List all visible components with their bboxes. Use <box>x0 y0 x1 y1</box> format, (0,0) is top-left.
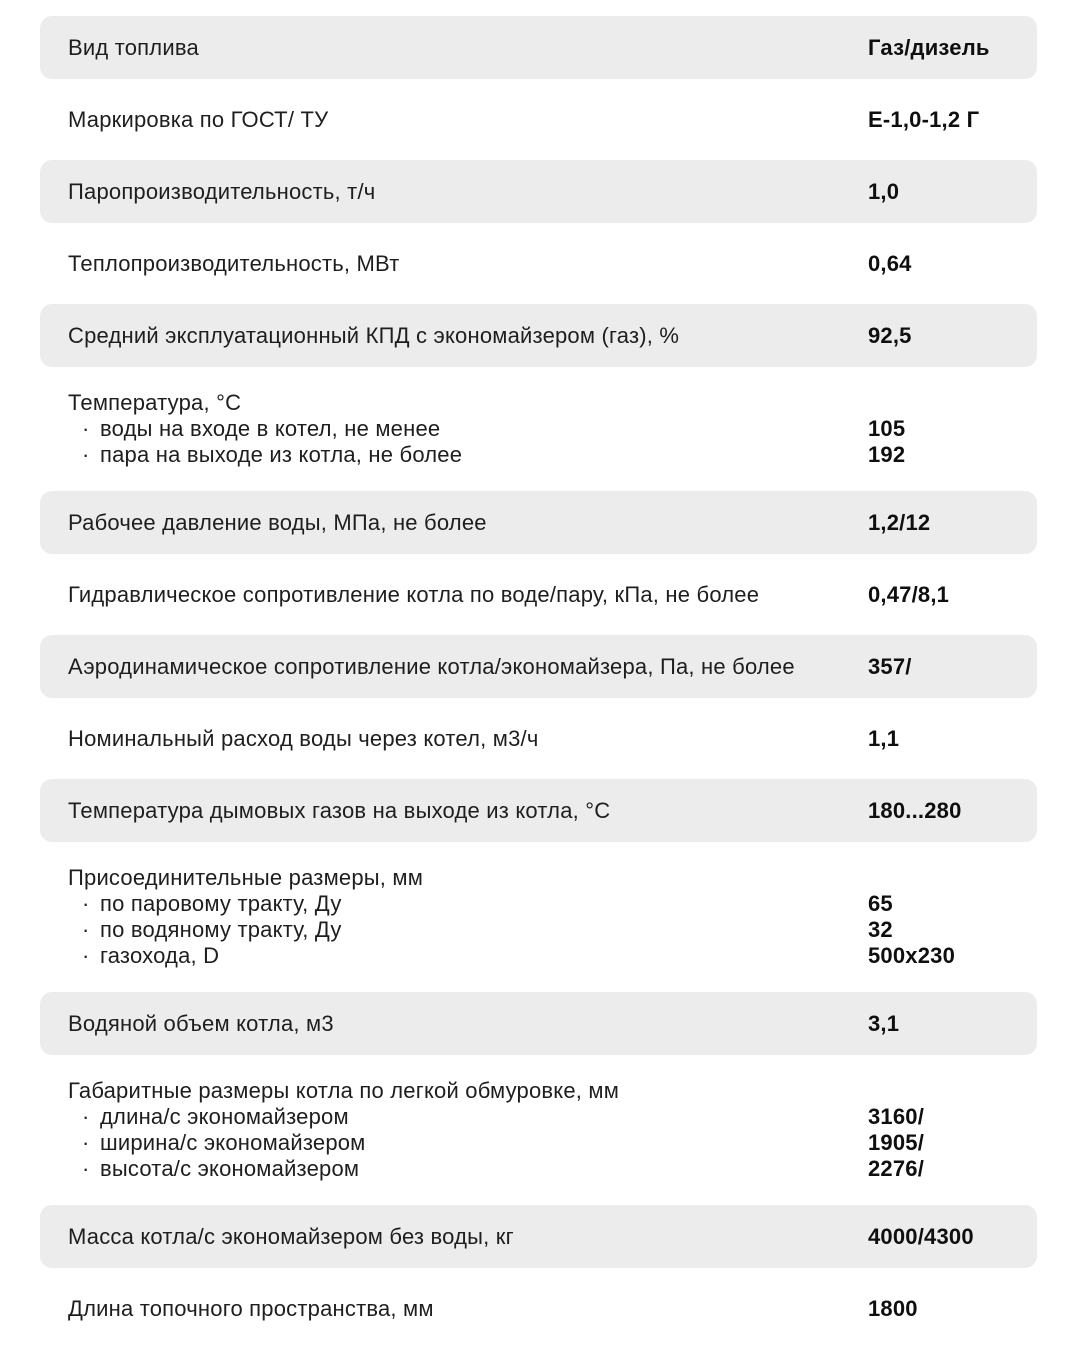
bullet-icon: · <box>82 1130 90 1155</box>
table-row <box>40 992 1037 1055</box>
table-row <box>40 707 1037 770</box>
table-row <box>40 1277 1037 1340</box>
row-value: 1800 <box>868 1295 918 1321</box>
row-value: 1,1 <box>868 725 900 751</box>
table-row-line <box>40 563 1037 626</box>
row-subitem <box>40 943 1037 969</box>
table-row <box>40 232 1037 295</box>
row-subitem <box>40 1130 1037 1156</box>
table-row <box>40 376 1037 482</box>
row-subitem-label-cell <box>68 1104 868 1130</box>
row-subitem-value: 192 <box>868 442 906 467</box>
row-label: Аэродинамическое сопротивление котла/экономайзера, Па, не более <box>68 653 795 679</box>
row-subitem-label: ширина/с экономайзером <box>100 1130 366 1155</box>
table-row-line <box>40 390 1037 416</box>
row-subitem <box>40 416 1037 442</box>
table-row-line <box>40 88 1037 151</box>
row-subitem-value: 105 <box>868 416 906 441</box>
bullet-icon: · <box>82 442 90 467</box>
row-subitem-value: 500x230 <box>868 943 956 968</box>
row-value: Е-1,0-1,2 Г <box>868 106 980 132</box>
row-value: Газ/дизель <box>868 34 990 60</box>
row-label: Рабочее давление воды, МПа, не более <box>68 509 487 535</box>
table-row-line <box>40 1205 1037 1268</box>
row-label: Вид топлива <box>68 34 199 60</box>
table-row-line <box>40 491 1037 554</box>
bullet-icon: · <box>82 917 90 942</box>
row-value: 92,5 <box>868 322 912 348</box>
table-row <box>40 635 1037 698</box>
row-subitem-label-cell <box>68 1130 868 1156</box>
row-subitem-value: 32 <box>868 917 893 942</box>
row-label: Номинальный расход воды через котел, м3/ч <box>68 725 539 751</box>
row-subitem-label: пара на выходе из котла, не более <box>100 442 463 467</box>
row-subitem-label: высота/с экономайзером <box>100 1156 360 1181</box>
row-value: 4000/4300 <box>868 1223 974 1249</box>
row-subitem-value: 3160/ <box>868 1104 925 1129</box>
row-subitem <box>40 1156 1037 1182</box>
row-label: Температура, °С <box>68 390 242 415</box>
table-row <box>40 491 1037 554</box>
table-row <box>40 1064 1037 1196</box>
row-subitem-label-cell <box>68 917 868 943</box>
table-row-line <box>40 304 1037 367</box>
row-subitem-label: воды на входе в котел, не менее <box>100 416 441 441</box>
row-subitem <box>40 917 1037 943</box>
row-subitem-label: по паровому тракту, Ду <box>100 891 342 916</box>
row-subitem-value: 1905/ <box>868 1130 925 1155</box>
table-row <box>40 563 1037 626</box>
row-label: Температура дымовых газов на выходе из котла, °С <box>68 797 611 823</box>
row-label: Габаритные размеры котла по легкой обмуровке, мм <box>68 1078 620 1103</box>
row-label: Средний эксплуатационный КПД с экономайзером (газ), % <box>68 322 680 348</box>
row-value: 0,47/8,1 <box>868 581 950 607</box>
row-value: 1,2/12 <box>868 509 931 535</box>
row-subitem-label-cell <box>68 891 868 917</box>
row-value: 1,0 <box>868 178 900 204</box>
row-subitem-label: длина/с экономайзером <box>100 1104 349 1129</box>
row-subitem-value: 2276/ <box>868 1156 925 1181</box>
row-label: Присоединительные размеры, мм <box>68 865 424 890</box>
table-row <box>40 16 1037 79</box>
table-row-line <box>40 1277 1037 1340</box>
table-row-line <box>40 779 1037 842</box>
row-subitem-label-cell <box>68 943 868 969</box>
row-subitem <box>40 891 1037 917</box>
row-subitem-label-cell <box>68 1156 868 1182</box>
row-value: 180...280 <box>868 797 962 823</box>
row-label: Масса котла/с экономайзером без воды, кг <box>68 1223 514 1249</box>
table-row-line <box>40 707 1037 770</box>
table-row-line <box>40 1078 1037 1104</box>
row-label: Паропроизводительность, т/ч <box>68 178 376 204</box>
row-subitem-label-cell <box>68 416 868 442</box>
table-row <box>40 304 1037 367</box>
table-row-line <box>40 992 1037 1055</box>
bullet-icon: · <box>82 416 90 441</box>
table-row-line <box>40 16 1037 79</box>
row-label: Маркировка по ГОСТ/ ТУ <box>68 106 329 132</box>
table-row <box>40 88 1037 151</box>
row-subitem <box>40 1104 1037 1130</box>
row-value: 3,1 <box>868 1010 900 1036</box>
row-subitem-label-cell <box>68 442 868 468</box>
table-row <box>40 160 1037 223</box>
table-row-line <box>40 865 1037 891</box>
row-subitem-label: газохода, D <box>100 943 220 968</box>
bullet-icon: · <box>82 943 90 968</box>
bullet-icon: · <box>82 1104 90 1129</box>
row-value: 0,64 <box>868 250 912 276</box>
table-row <box>40 851 1037 983</box>
row-label: Теплопроизводительность, МВт <box>68 250 400 276</box>
table-row-line <box>40 635 1037 698</box>
row-subitem-value: 65 <box>868 891 893 916</box>
row-subitem <box>40 442 1037 468</box>
bullet-icon: · <box>82 1156 90 1181</box>
table-row <box>40 1205 1037 1268</box>
table-row-line <box>40 160 1037 223</box>
table-row <box>40 779 1037 842</box>
row-value: 357/ <box>868 653 912 679</box>
row-label: Водяной объем котла, м3 <box>68 1010 334 1036</box>
row-subitem-label: по водяному тракту, Ду <box>100 917 342 942</box>
row-label: Длина топочного пространства, мм <box>68 1295 434 1321</box>
bullet-icon: · <box>82 891 90 916</box>
row-label: Гидравлическое сопротивление котла по воде/пару, кПа, не более <box>68 581 760 607</box>
table-row-line <box>40 232 1037 295</box>
